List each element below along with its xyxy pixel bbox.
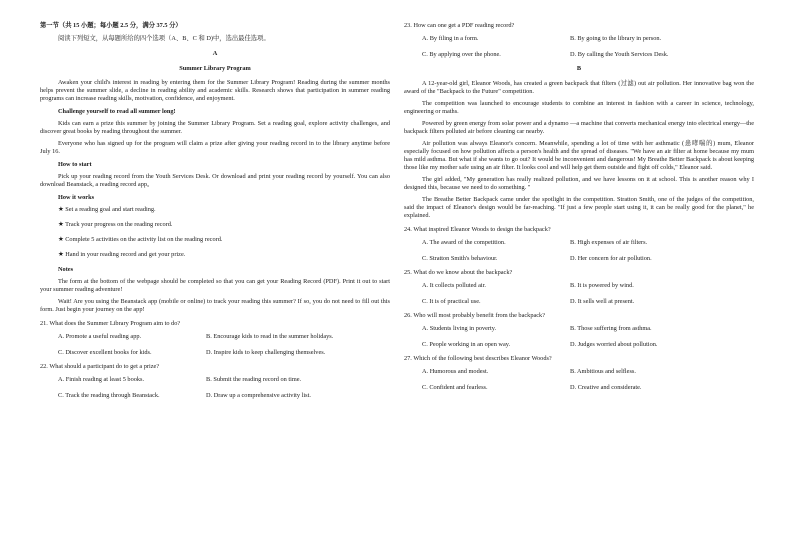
question-21-options — [40, 333, 390, 357]
notes-paragraph-2: Wait! Are you using the Beanstack app (mobile or online) to track your reading this summer? If so, you do not need to fill out this form. Just begin your journey on the app! — [40, 298, 390, 313]
step-item: ★ Complete 5 activities on the activity list on the reading record. — [58, 236, 223, 243]
passage-label-b: B — [576, 65, 582, 72]
option-b: B. Encourage kids to read in the summer holidays. — [206, 333, 334, 340]
option-a: A. The award of the competition. — [422, 239, 506, 246]
step-item: ★ Track your progress on the reading record. — [58, 221, 173, 228]
option-d: D. Inspire kids to keep challenging themselves. — [206, 349, 326, 356]
option-d: D. Creative and considerate. — [570, 384, 642, 391]
option-c: C. Stratton Smith's behaviour. — [422, 255, 498, 262]
question-27-options — [404, 368, 754, 392]
option-b: B. Ambitious and selfless. — [570, 368, 636, 375]
challenge-paragraph-1: Kids can earn a prize this summer by joining the Summer Library Program. Set a reading goal, explore activity challenges, and discover great books by reading throughout the summer. — [40, 120, 390, 135]
notes-heading: Notes — [58, 266, 74, 273]
option-b: B. By going to the library in person. — [570, 35, 662, 42]
option-a: A. Humorous and modest. — [422, 368, 489, 375]
step-item: ★ Hand in your reading record and get your prize. — [58, 251, 186, 258]
question-25: 25. What do we know about the backpack? — [404, 269, 513, 276]
works-heading: How it works — [58, 194, 95, 201]
notes-paragraph-1: The form at the bottom of the webpage should be completed so that you can get your Reading Record (PDF). Print it out to start your summer reading adventure! — [40, 278, 390, 293]
start-paragraph: Pick up your reading record from the Youth Services Desk. Or download and print your reading record by yourself. You can also download Beanstack, a reading record app。 — [40, 173, 390, 188]
passage-b-paragraph-4: Air pollution was always Eleanor's concern. Meanwhile, spending a lot of time with her asthmatic (患哮喘的) mum, Eleanor especially focused on how pollution affects a person's health and the spread of diseases. "We have an air filter at home because my mum has mild asthma. But what if she wants to go out? It would be inconvenient and dangerous! My Breathe Better Backpack is about keeping those like my mother safe using an air filter. It looks cool and will help get them outside and fight off colds," Eleanor said. — [404, 140, 754, 171]
left-column — [40, 22, 390, 402]
start-heading: How to start — [58, 161, 92, 168]
option-a: A. Finish reading at least 5 books. — [58, 376, 145, 383]
option-a: A. Students living in poverty. — [422, 325, 497, 332]
option-c: C. Discover excellent books for kids. — [58, 349, 152, 356]
question-21: 21. What does the Summer Library Program aim to do? — [40, 320, 181, 327]
question-26-options — [404, 325, 754, 349]
option-a: A. It collects polluted air. — [422, 282, 487, 289]
option-c: C. Confident and fearless. — [422, 384, 488, 391]
section-title: 第一节（共 15 小题；每小题 2.5 分，满分 37.5 分） — [40, 22, 182, 29]
step-item: ★ Set a reading goal and start reading. — [58, 206, 156, 213]
intro-paragraph: Awaken your child's interest in reading by entering them for the Summer Library Program! Reading during the summer months helps prevent the summer slide, a decline in reading ability and academic skills. Research shows that participation in summer reading programs can increase reading skills, motivation, confidence, and enjoyment. — [40, 79, 390, 102]
passage-title: Summer Library Program — [179, 65, 251, 72]
option-b: B. It is powered by wind. — [570, 282, 634, 289]
option-b: B. High expenses of air filters. — [570, 239, 648, 246]
question-26: 26. Who will most probably benefit from the backpack? — [404, 312, 546, 319]
option-d: D. By calling the Youth Services Desk. — [570, 51, 669, 58]
instruction: 阅读下列短文，从每题所给的四个选项（A、B、C 和 D)中，选出最佳选项。 — [58, 35, 270, 42]
option-d: D. It sells well at present. — [570, 298, 635, 305]
passage-b-paragraph-5: The girl added, "My generation has really realized pollution, and we have lessons on it at school. This is another reason why I designed this, because we need to do something. " — [404, 176, 754, 191]
question-22-options — [40, 376, 390, 400]
passage-b-paragraph-6: The Breathe Better Backpack came under the spotlight in the competition. Stratton Smith, one of the judges of the competition, said the impact of Eleanor's design would be far-reaching. "If just a few people start using it, it can be really good for the planet," he explained. — [404, 196, 754, 219]
option-b: B. Submit the reading record on time. — [206, 376, 302, 383]
option-c: C. Track the reading through Beanstack. — [58, 392, 160, 399]
option-a: A. Promote a useful reading app. — [58, 333, 142, 340]
passage-b-paragraph-1: A 12-year-old girl, Eleanor Woods, has created a green backpack that filters (过滤) out air pollution. Her innovative bag won the award of the "Backpack to the Future" competition. — [404, 80, 754, 95]
passage-b-paragraph-2: The competition was launched to encourage students to combine an interest in fashion with a career in science, technology, engineering or maths. — [404, 100, 754, 115]
question-24-options — [404, 239, 754, 263]
question-22: 22. What should a participant do to get a prize? — [40, 363, 160, 370]
option-c: C. It is of practical use. — [422, 298, 481, 305]
option-d: D. Her concern for air pollution. — [570, 255, 652, 262]
right-column — [404, 22, 754, 394]
challenge-heading: Challenge yourself to read all summer long! — [58, 108, 176, 115]
question-25-options — [404, 282, 754, 306]
option-b: B. Those suffering from asthma. — [570, 325, 652, 332]
question-24: 24. What inspired Eleanor Woods to design the backpack? — [404, 226, 551, 233]
passage-label-a: A — [212, 50, 218, 57]
option-c: C. People working in an open way. — [422, 341, 511, 348]
passage-b-paragraph-3: Powered by green energy from solar power and a dynamo —a machine that converts mechanical energy into electrical energy—the backpack filters polluted air before cleaning car nearby. — [404, 120, 754, 135]
option-d: D. Draw up a comprehensive activity list. — [206, 392, 311, 399]
question-27: 27. Which of the following best describes Eleanor Woods? — [404, 355, 552, 362]
option-c: C. By applying over the phone. — [422, 51, 501, 58]
question-23-options — [404, 35, 754, 59]
question-23: 23. How can one get a PDF reading record? — [404, 22, 515, 29]
option-a: A. By filing in a form. — [422, 35, 479, 42]
challenge-paragraph-2: Everyone who has signed up for the program will claim a prize after giving your reading record in to the library anytime before July 16. — [40, 140, 390, 155]
option-d: D. Judges worried about pollution. — [570, 341, 658, 348]
